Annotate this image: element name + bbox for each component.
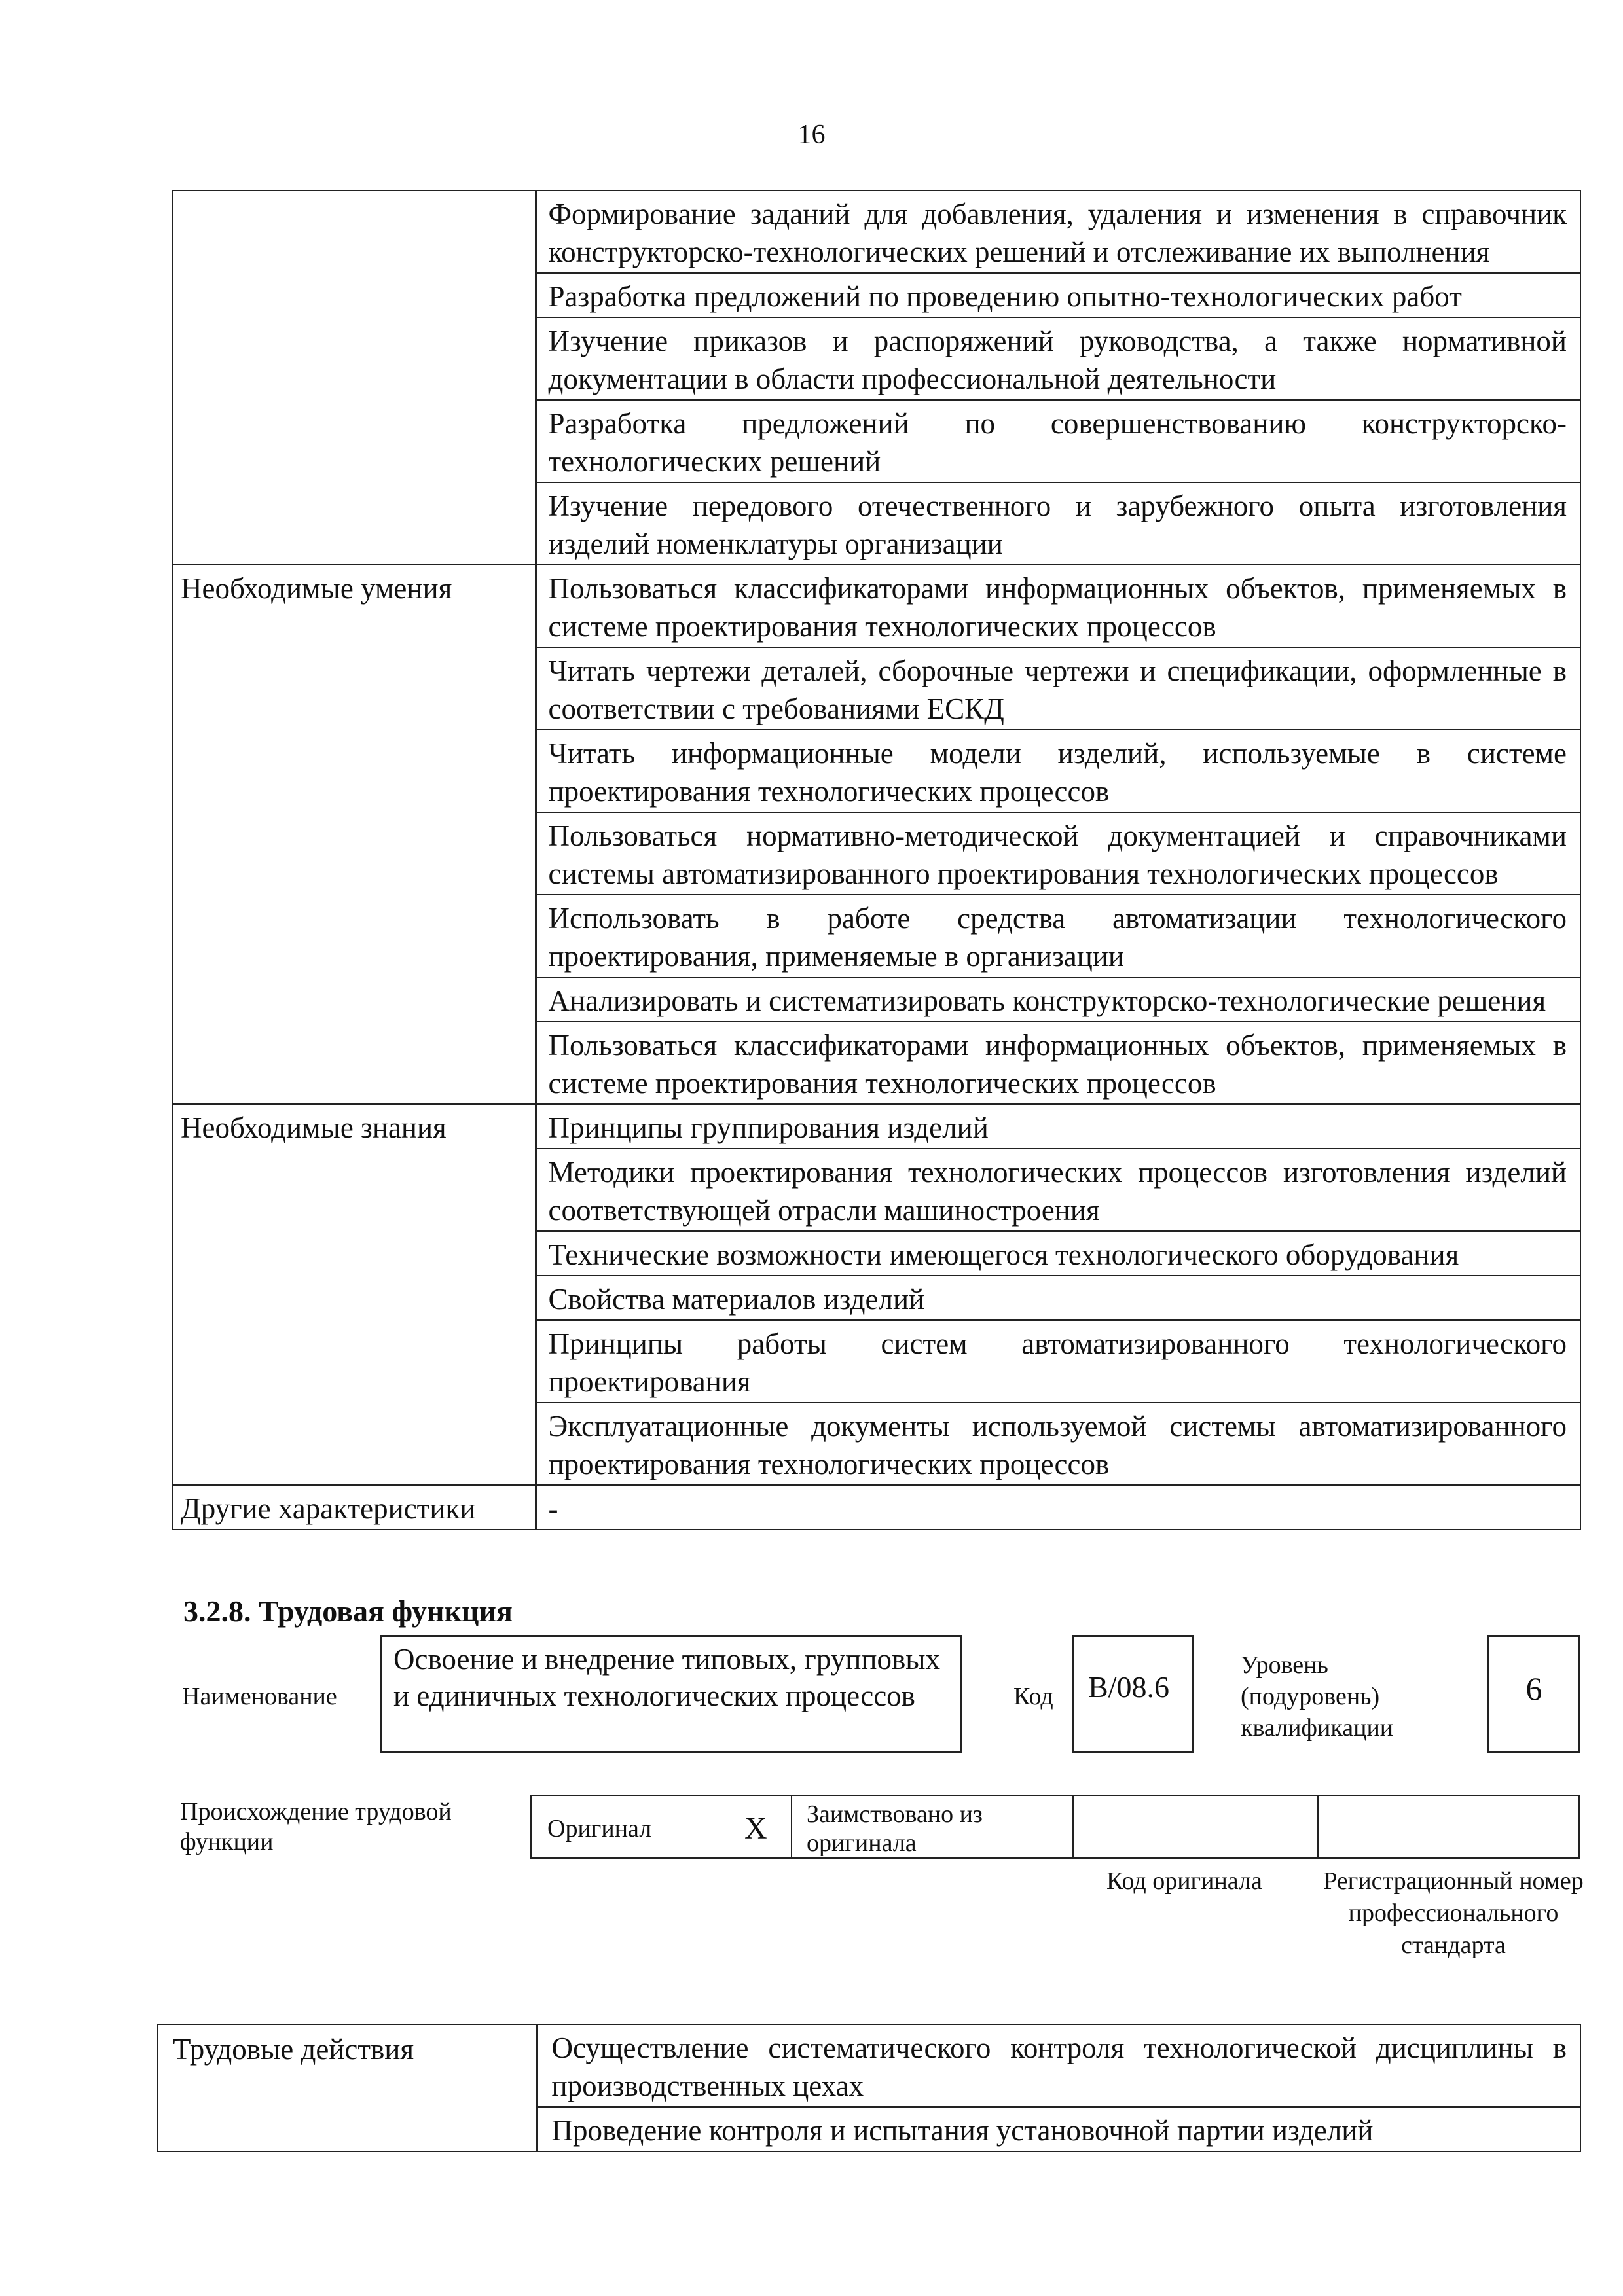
actions-table xyxy=(157,2024,1581,2152)
code-label: Код xyxy=(1013,1683,1053,1710)
reg-number-cell xyxy=(1317,1795,1580,1859)
table-row: Анализировать и систематизировать конструкторско-технологические решения xyxy=(536,977,1580,1022)
original-cell xyxy=(530,1795,792,1859)
actions-label: Трудовые действия xyxy=(158,2024,536,2151)
reg-number-caption: Регистрационный номер профессионального стандарта xyxy=(1323,1867,1584,1959)
origin-label: Происхождение трудовой функции xyxy=(180,1798,452,1856)
table-row: Пользоваться классификаторами информационных объектов, применяемых в системе проектирования технологических процессов xyxy=(536,565,1580,647)
table-row: Изучение передового отечественного и зарубежного опыта изготовления изделий номенклатуры организации xyxy=(536,482,1580,565)
table-row: Изучение приказов и распоряжений руководства, а также нормативной документации в области профессиональной деятельности xyxy=(536,317,1580,400)
code-value: B/08.6 xyxy=(1072,1635,1194,1753)
table-row: Принципы группирования изделий xyxy=(536,1104,1580,1149)
continued-label-cell xyxy=(172,190,536,565)
table-row: Пользоваться классификаторами информационных объектов, применяемых в системе проектирования технологических процессов xyxy=(536,1022,1580,1104)
code-original-caption: Код оригинала xyxy=(1106,1867,1262,1895)
name-label: Наименование xyxy=(182,1683,337,1710)
origin-row xyxy=(530,1795,1580,1859)
page-number: 16 xyxy=(797,120,826,150)
other-value: - xyxy=(536,1485,1580,1530)
table-row: Осуществление систематического контроля технологической дисциплины в производственных цехах xyxy=(536,2024,1580,2107)
original-label: Оригинал xyxy=(547,1815,652,1842)
table-row: Читать информационные модели изделий, используемые в системе проектирования технологических процессов xyxy=(536,730,1580,812)
table-row: Формирование заданий для добавления, удаления и изменения в справочник конструкторско-технологических решений и отслеживание их выполнения xyxy=(536,190,1580,273)
skills-label: Необходимые умения xyxy=(172,565,536,1104)
section-heading: 3.2.8. Трудовая функция xyxy=(183,1594,513,1628)
table-row: Проведение контроля и испытания установочной партии изделий xyxy=(536,2107,1580,2151)
requirements-table xyxy=(172,190,1581,1530)
table-row: Методики проектирования технологических процессов изготовления изделий соответствующей отрасли машиностроения xyxy=(536,1149,1580,1231)
borrowed-label: Заимствовано из оригинала xyxy=(791,1795,1074,1859)
code-original-cell xyxy=(1072,1795,1319,1859)
table-row: Эксплуатационные документы используемой системы автоматизированного проектирования технологических процессов xyxy=(536,1403,1580,1485)
table-row: Использовать в работе средства автоматизации технологического проектирования, применяемые в организации xyxy=(536,895,1580,977)
name-value: Освоение и внедрение типовых, групповых и единичных технологических процессов xyxy=(380,1635,962,1753)
original-mark: X xyxy=(744,1811,767,1846)
table-row: Разработка предложений по совершенствованию конструкторско-технологических решений xyxy=(536,400,1580,482)
knowledge-label: Необходимые знания xyxy=(172,1104,536,1485)
table-row: Читать чертежи деталей, сборочные чертежи и спецификации, оформленные в соответствии с требованиями ЕСКД xyxy=(536,647,1580,730)
table-row: Технические возможности имеющегося технологического оборудования xyxy=(536,1231,1580,1276)
table-row: Пользоваться нормативно-методической документацией и справочниками системы автоматизированного проектирования технологических процессов xyxy=(536,812,1580,895)
table-row: Разработка предложений по проведению опытно-технологических работ xyxy=(536,273,1580,317)
level-label: Уровень (подуровень) квалификации xyxy=(1241,1651,1394,1742)
table-row: Свойства материалов изделий xyxy=(536,1276,1580,1320)
other-label: Другие характеристики xyxy=(172,1485,536,1530)
table-row: Принципы работы систем автоматизированного технологического проектирования xyxy=(536,1320,1580,1403)
level-value: 6 xyxy=(1487,1635,1580,1753)
